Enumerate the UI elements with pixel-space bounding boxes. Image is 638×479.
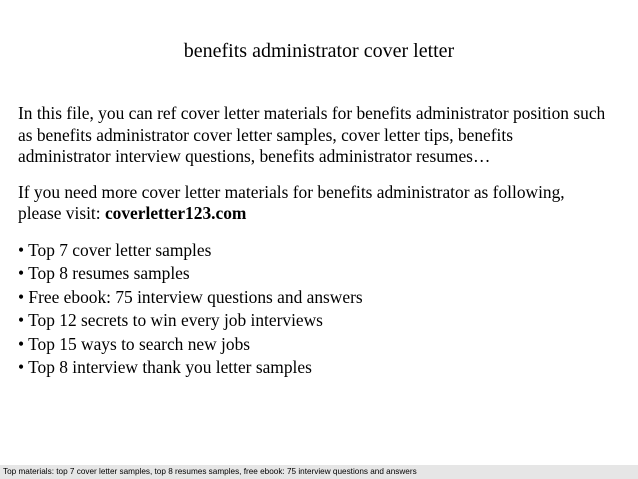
intro-line-2: as benefits administrator cover letter samples, cover letter tips, benefits <box>18 124 513 145</box>
content-body <box>18 103 630 379</box>
site-link[interactable]: coverletter123.com <box>104 203 247 224</box>
bullet-list <box>18 239 630 379</box>
intro-paragraph <box>18 103 630 168</box>
intro-line-3: administrator interview questions, benefits administrator resumes… <box>18 146 491 167</box>
footer-bar <box>0 465 638 479</box>
visit-label: please visit: <box>18 203 105 224</box>
bullet-item: • Top 7 cover letter samples <box>18 239 212 260</box>
more-line-1: If you need more cover letter materials for benefits administrator as following, <box>18 181 565 202</box>
bullet-item: • Top 8 interview thank you letter samples <box>18 357 312 377</box>
page-title: benefits administrator cover letter <box>183 40 455 62</box>
bullet-item: • Top 8 resumes samples <box>18 263 190 284</box>
more-paragraph <box>18 182 630 225</box>
bullet-item: • Top 12 secrets to win every job interviews <box>18 310 323 331</box>
more-line-2 <box>18 203 630 225</box>
bullet-item: • Top 15 ways to search new jobs <box>18 333 251 354</box>
footer-text: Top materials: top 7 cover letter samples, top 8 resumes samples, free ebook: 75 interview questions and answers <box>3 467 417 476</box>
intro-line-1: In this file, you can ref cover letter materials for benefits administrator position such <box>18 103 606 123</box>
bullet-item: • Free ebook: 75 interview questions and answers <box>18 286 363 307</box>
